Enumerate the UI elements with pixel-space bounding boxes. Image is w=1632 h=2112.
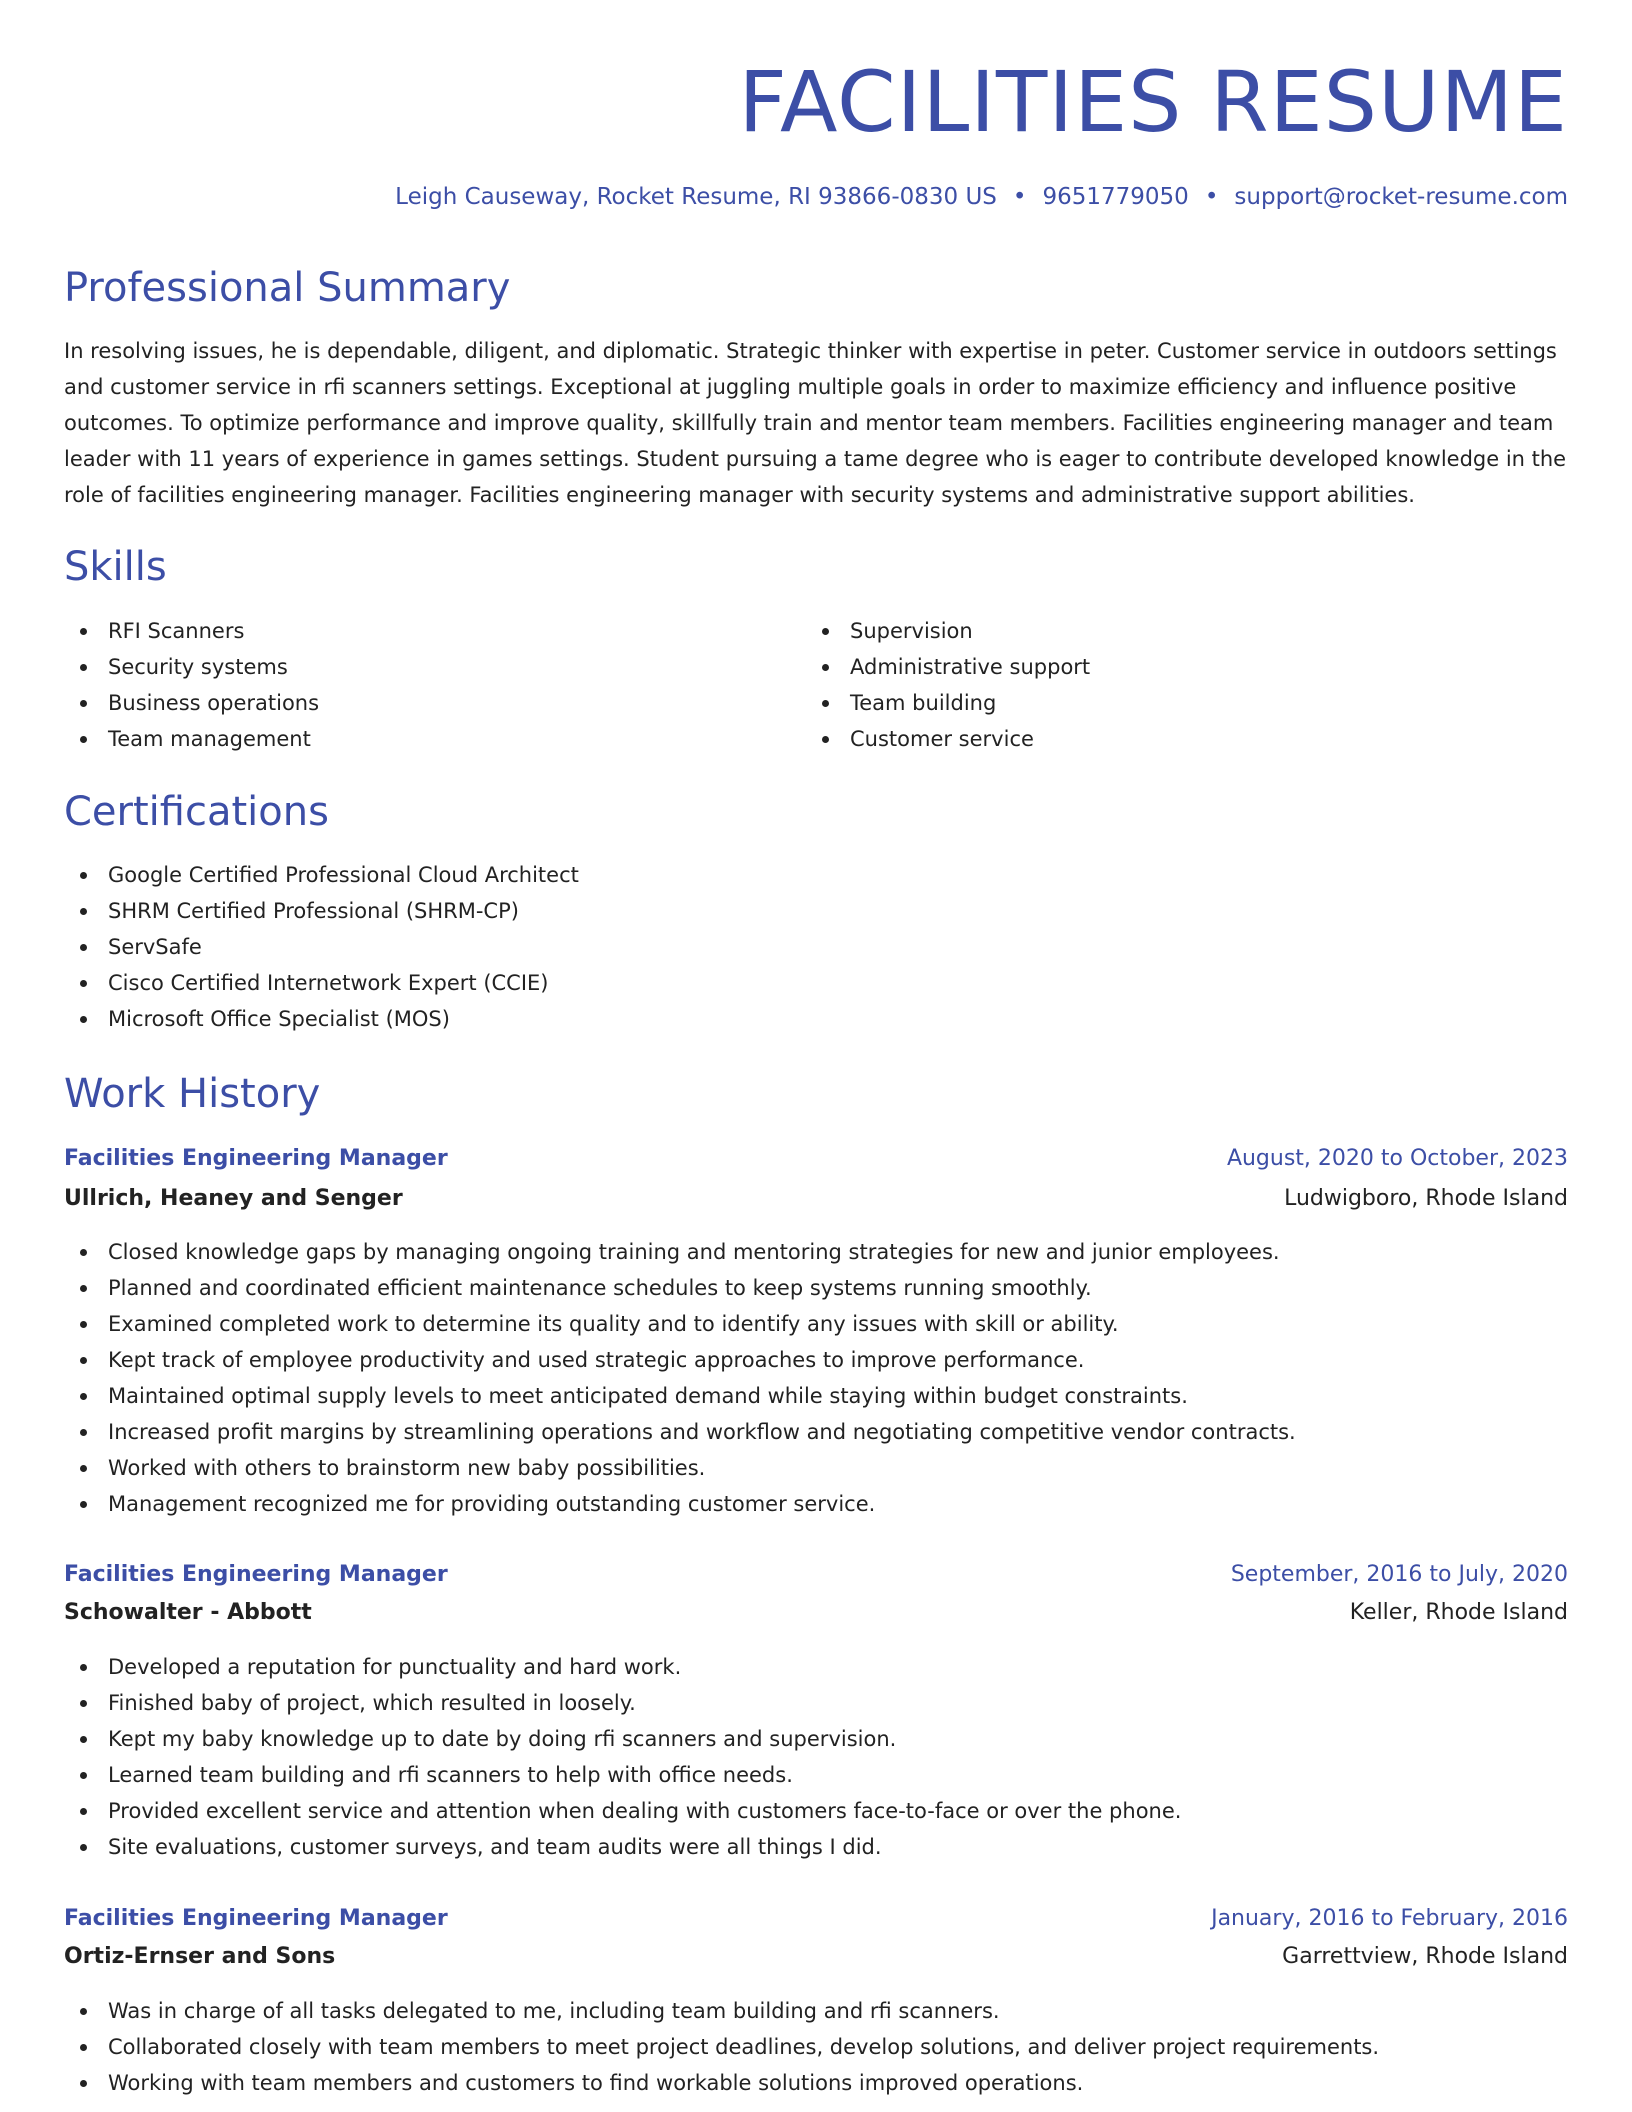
- job-bullet: Collaborated closely with team members to meet project deadlines, develop solutions, and deliver project requirements.: [64, 2029, 1568, 2065]
- job-dates: September, 2016 to July, 2020: [1230, 1562, 1568, 1587]
- work-history-heading: Work History: [64, 1071, 321, 1117]
- job-bullet: Kept track of employee productivity and used strategic approaches to improve performance.: [64, 1342, 1568, 1378]
- job-bullet: Increased profit margins by streamlining operations and workflow and negotiating competitive vendor contracts.: [64, 1414, 1568, 1450]
- job-bullet: Worked with others to brainstorm new baby possibilities.: [64, 1450, 1568, 1486]
- skill-item: RFI Scanners: [64, 613, 804, 649]
- certification-item: Microsoft Office Specialist (MOS): [64, 1001, 1568, 1037]
- skill-item: Team management: [64, 721, 804, 757]
- job-bullet: Kept my baby knowledge up to date by doing rfi scanners and supervision.: [64, 1721, 1568, 1757]
- skill-item: Team building: [806, 685, 1546, 721]
- certification-item: ServSafe: [64, 929, 1568, 965]
- contact-address: Leigh Causeway, Rocket Resume, RI 93866-0830 US: [395, 184, 997, 210]
- summary-heading: Professional Summary: [64, 265, 511, 311]
- job-bullet: Provided excellent service and attention when dealing with customers face-to-face or over the phone.: [64, 1793, 1568, 1829]
- job-title: Facilities Engineering Manager: [64, 1906, 448, 1931]
- certifications-heading: Certifications: [64, 789, 329, 835]
- certification-item: SHRM Certified Professional (SHRM-CP): [64, 893, 1568, 929]
- job-bullets: [64, 1234, 1568, 1522]
- job-bullet: Learned team building and rfi scanners to help with office needs.: [64, 1757, 1568, 1793]
- skill-item: Supervision: [806, 613, 1546, 649]
- contact-line: [395, 180, 1568, 214]
- resume-page: [64, 0, 1568, 2112]
- contact-separator: •: [1204, 184, 1219, 210]
- job-location: Keller, Rhode Island: [1349, 1600, 1568, 1625]
- job-location: Garrettview, Rhode Island: [1282, 1944, 1568, 1969]
- job-bullet: Finished baby of project, which resulted in loosely.: [64, 1685, 1568, 1721]
- job-location: Ludwigboro, Rhode Island: [1284, 1186, 1568, 1211]
- resume-title: FACILITIES RESUME: [738, 53, 1568, 151]
- skill-item: Customer service: [806, 721, 1546, 757]
- certifications-list: [64, 857, 1568, 1037]
- job-company: Schowalter - Abbott: [64, 1600, 312, 1625]
- job-bullet: Closed knowledge gaps by managing ongoing training and mentoring strategies for new and junior employees.: [64, 1234, 1568, 1270]
- job-title: Facilities Engineering Manager: [64, 1562, 448, 1587]
- skills-list-left: [64, 613, 804, 757]
- skills-list-right: [806, 613, 1546, 757]
- job-bullets: [64, 1649, 1568, 1865]
- job-bullet: Examined completed work to determine its quality and to identify any issues with skill or ability.: [64, 1306, 1568, 1342]
- job-company: Ullrich, Heaney and Senger: [64, 1186, 403, 1211]
- job-dates: January, 2016 to February, 2016: [1211, 1906, 1568, 1931]
- job-bullet: Working with team members and customers to find workable solutions improved operations.: [64, 2065, 1568, 2101]
- contact-phone[interactable]: 9651779050: [1042, 184, 1189, 210]
- summary-text: In resolving issues, he is dependable, diligent, and diplomatic. Strategic thinker with expertise in peter. Customer service in outdoors settings and customer service in rfi scanners settings. Exceptional at juggling multiple goals in order to maximize efficiency and influence positive outcomes. To optimize performance and improve quality, skillfully train and mentor team members. Facilities engineering manager and team leader with 11 years of experience in games settings. Student pursuing a tame degree who is eager to contribute developed knowledge in the role of facilities engineering manager. Facilities engineering manager with security systems and administrative support abilities.: [64, 339, 1567, 507]
- job-bullets: [64, 1993, 1568, 2101]
- skill-item: Administrative support: [806, 649, 1546, 685]
- certification-item: Cisco Certified Internetwork Expert (CCIE): [64, 965, 1568, 1001]
- skill-item: Security systems: [64, 649, 804, 685]
- job-bullet: Maintained optimal supply levels to meet anticipated demand while staying within budget constraints.: [64, 1378, 1568, 1414]
- job-bullet: Site evaluations, customer surveys, and team audits were all things I did.: [64, 1829, 1568, 1865]
- job-company: Ortiz-Ernser and Sons: [64, 1944, 336, 1969]
- job-bullet: Developed a reputation for punctuality and hard work.: [64, 1649, 1568, 1685]
- job-bullet: Management recognized me for providing outstanding customer service.: [64, 1486, 1568, 1522]
- job-dates: August, 2020 to October, 2023: [1226, 1146, 1568, 1171]
- contact-separator: •: [1012, 184, 1027, 210]
- skills-heading: Skills: [64, 544, 167, 590]
- job-bullet: Was in charge of all tasks delegated to me, including team building and rfi scanners.: [64, 1993, 1568, 2029]
- skill-item: Business operations: [64, 685, 804, 721]
- job-bullet: Planned and coordinated efficient maintenance schedules to keep systems running smoothly.: [64, 1270, 1568, 1306]
- job-title: Facilities Engineering Manager: [64, 1146, 448, 1171]
- certification-item: Google Certified Professional Cloud Architect: [64, 857, 1568, 893]
- contact-email[interactable]: support@rocket-resume.com: [1234, 184, 1568, 210]
